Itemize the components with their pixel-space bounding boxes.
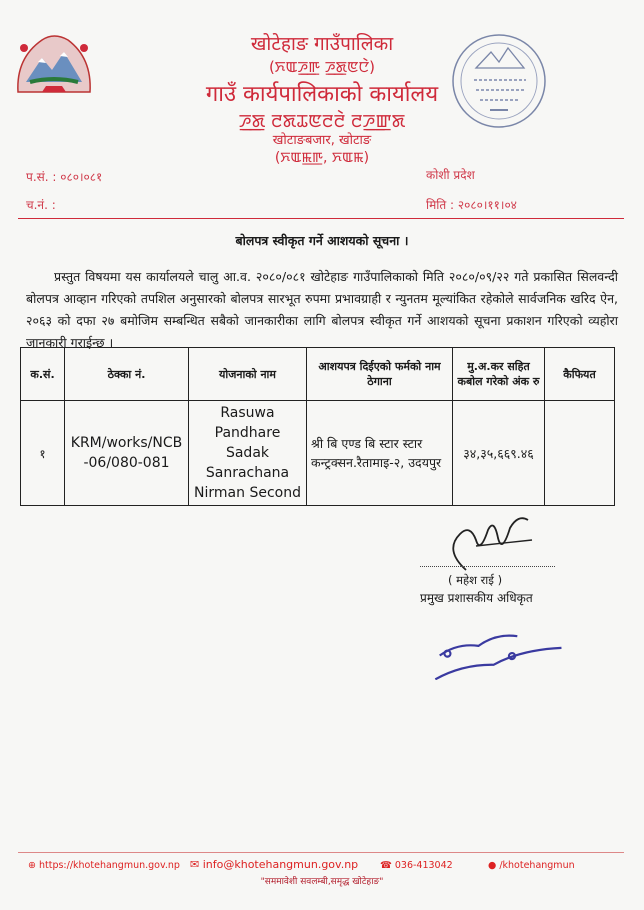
- table-row: [21, 401, 615, 506]
- header-divider: [18, 218, 624, 219]
- handwritten-signature: [436, 510, 536, 580]
- cell-project: Rasuwa Pandhare Sadak Sanrachana Nirman Second: [189, 401, 307, 506]
- municipality-name-script: (ꯈꯑꯍ꯭ꯒ ꯍ꯭ꯗꯟꯅꯥ): [268, 58, 376, 76]
- col-header-contract: ठेक्का नं.: [65, 348, 189, 401]
- footer-email-link[interactable]: ✉ info@khotehangmun.gov.np: [190, 858, 359, 871]
- signatory-title: प्रमुख प्रशासकीय अधिकृत: [420, 591, 533, 605]
- municipality-name: खोटेहाङ गाउँपालिका: [250, 33, 394, 55]
- tender-table: [20, 347, 615, 506]
- office-name: गाउँ कार्यपालिकाको कार्यालय: [205, 82, 439, 107]
- col-header-remarks: कैफियत: [545, 348, 615, 401]
- footer-divider: [18, 852, 624, 853]
- cell-firm: श्री बि एण्ड बि स्टार स्टार कन्ट्रक्सन.रैतामाइ-२, उदयपुर: [307, 401, 453, 506]
- office-name-script: ꯍ꯭ꯗ ꯂꯗꯊꯟꯂꯂꯥ ꯂꯍ꯭ꯛꯗ: [238, 111, 406, 132]
- reference-number: प.सं. : ०८०।०८१: [26, 170, 103, 184]
- cell-amount: ३४,३५,६६९.४६: [453, 401, 545, 506]
- footer-slogan: "सममावेशी सवलम्बी,समृद्ध खोटेहाङ": [260, 877, 384, 887]
- col-header-serial: क.सं.: [21, 348, 65, 401]
- col-header-firm: आशयपत्र दिईएको फर्मको नाम ठेगाना: [307, 348, 453, 401]
- cell-remarks: [545, 401, 615, 506]
- signature-line: [420, 566, 555, 567]
- footer-facebook-link[interactable]: ● /khotehangmun: [488, 860, 575, 871]
- footer-website-link[interactable]: ⊕ https://khotehangmun.gov.np: [28, 860, 180, 871]
- notice-date: मिति : २०८०।११।०४: [426, 198, 517, 212]
- notice-title: बोलपत्र स्वीकृत गर्ने आशयको सूचना ।: [235, 233, 409, 248]
- dispatch-number: च.नं. :: [26, 198, 56, 212]
- signatory-rubber-stamp: [420, 620, 570, 680]
- cell-serial: १: [21, 401, 65, 506]
- table-header-row: [21, 348, 615, 401]
- cell-contract: KRM/works/NCB-06/080-081: [65, 401, 189, 506]
- notice-body: प्रस्तुत विषयमा यस कार्यालयले चालु आ.व. २०८०/०८१ खोटेहाङ गाउँपालिकाको मिति २०८०/०९/२२ गते प्रकासित सिलवन्दी बोलपत्र आव्हान गरिएको तपशिल अनुसारको बोलपत्र सारभूत रुपमा प्रभावग्राही र न्युनतम मूल्यांकित रहेकोले सार्वजनिक खरिद ऐन, २०६३ को दफा २७ बमोजिम सम्बन्धित सबैको जानकारीका लागि बोलपत्र स्वीकृत गर्ने आशयको सूचना प्रकाशन गरिएको व्यहोरा जानकारी गराईन्छ ।: [26, 269, 618, 350]
- col-header-project: योजनाको नाम: [189, 348, 307, 401]
- signatory-name: ( महेश राई ): [448, 573, 503, 587]
- footer-phone: ☎ 036-413042: [380, 860, 453, 871]
- office-address-script: (ꯈꯑꯃ꯭ꯒ, ꯈꯑꯃ): [274, 150, 370, 166]
- col-header-amount: मु.अ.कर सहित कबोल गरेको अंक रु: [453, 348, 545, 401]
- province-label: कोशी प्रदेश: [426, 168, 475, 182]
- office-address: खोटाङबजार, खोटाङ: [272, 133, 372, 148]
